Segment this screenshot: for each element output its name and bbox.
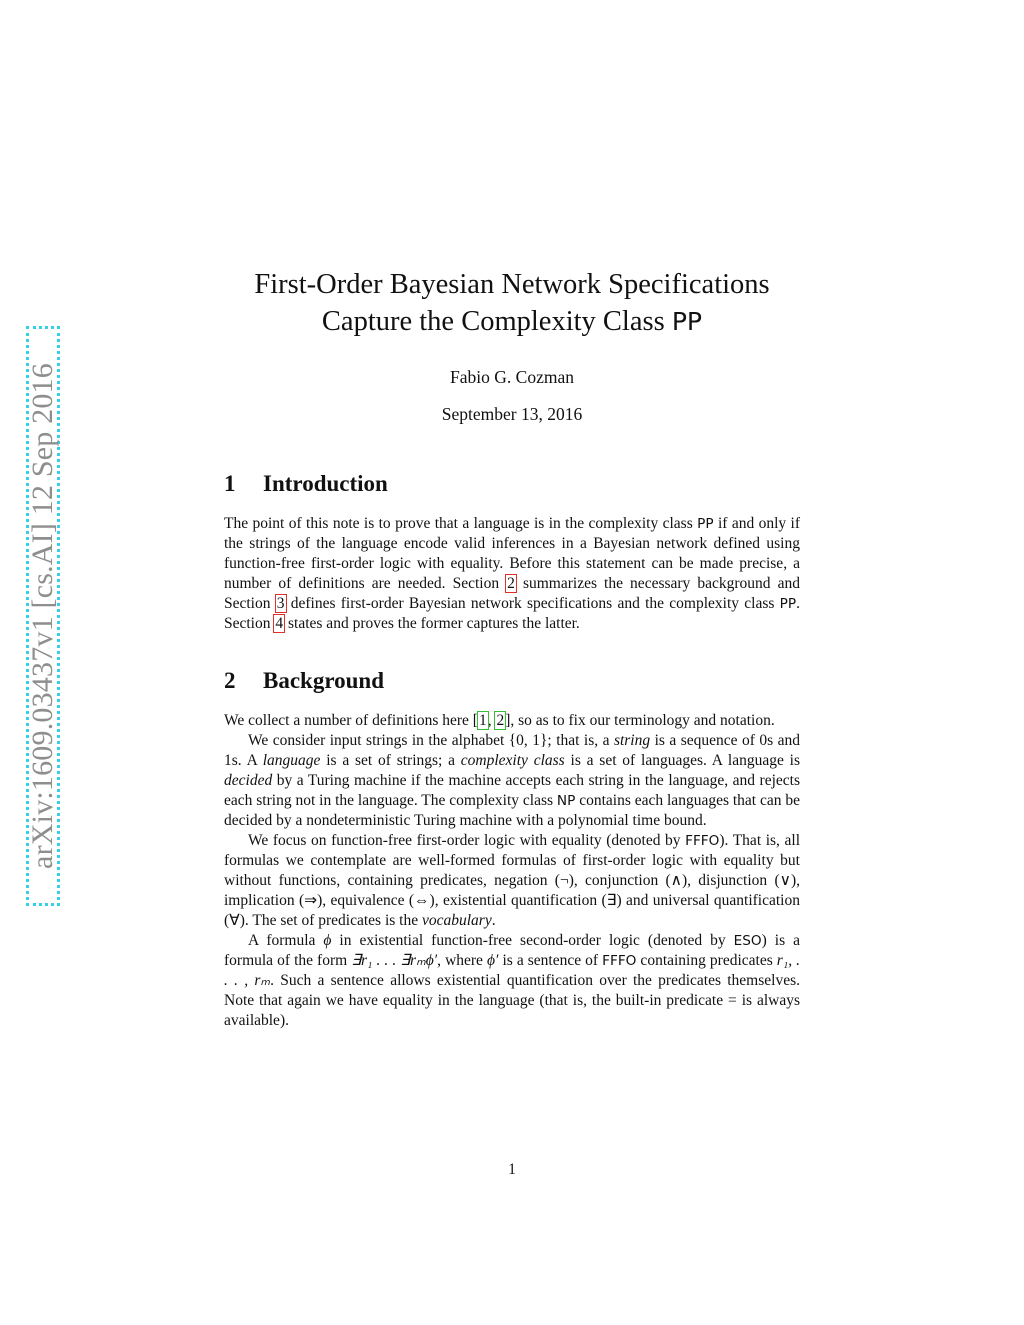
section-ref-3[interactable]: 3 xyxy=(276,595,285,612)
section-ref-2[interactable]: 2 xyxy=(507,575,515,592)
paper-page xyxy=(224,266,800,1031)
citation-1[interactable]: 1 xyxy=(478,712,487,729)
author: Fabio G. Cozman xyxy=(450,367,574,387)
background-paragraph-1: We collect a number of definitions here [1, 2], so as to fix our terminology and notation. xyxy=(224,712,775,729)
page-number: 1 xyxy=(508,1161,516,1178)
intro-paragraph: The point of this note is to prove that a language is in the complexity class PP if and only if the strings of the language encode valid inferences in a Bayesian network defined using function-free first-order logic with equality. Before this statement can be made precise, a number of definitions are needed. Section 2 summarizes the necessary background and Section 3 defines first-order Bayesian network specifications and the complexity class PP. Section 4 states and proves the former captures the latter. xyxy=(224,515,801,632)
arxiv-identifier: arXiv:1609.03437v1 [cs.AI] 12 Sep 2016 xyxy=(26,363,59,869)
background-paragraph-3: We focus on function-free first-order logic with equality (denoted by FFFO). That is, all formulas we contemplate are well-formed formulas of first-order logic with equality but without functions, containing predicates, negation (¬), conjunction (∧), disjunction (∨), implication (⇒), equivalence (⇔), existential quantification (∃) and universal quantification (∀). The set of predicates is the vocabulary. xyxy=(224,832,800,929)
background-paragraph-2: We consider input strings in the alphabet {0, 1}; that is, a string is a sequence of 0s and 1s. A language is a set of strings; a complexity class is a set of languages. A language is decided by a Turing machine if the machine accepts each string in the language, and rejects each string not in the language. The complexity class NP contains each languages that can be decided by a nondeterministic Turing machine with a polynomial time bound. xyxy=(224,732,800,829)
paper-title xyxy=(224,266,800,340)
citation-2[interactable]: 2 xyxy=(496,712,505,729)
date: September 13, 2016 xyxy=(441,404,583,424)
title-complexity-class: PP xyxy=(671,307,703,336)
title-line-1: First-Order Bayesian Network Specifications xyxy=(254,269,770,300)
section-heading-introduction: 1 Introduction xyxy=(224,471,388,496)
section-ref-4[interactable]: 4 xyxy=(275,615,284,632)
section-heading-background: 2 Background xyxy=(224,668,385,693)
arxiv-side-stamp xyxy=(26,326,60,906)
title-line-2: Capture the Complexity Class xyxy=(321,306,672,337)
background-paragraph-4: A formula ϕ in existential function-free second-order logic (denoted by ESO) is a formula of the form ∃r₁ . . . ∃rₘϕ′, where ϕ′ is a sentence of FFFO containing predicates r₁, . . . , rₘ. Such a sentence allows existential quantification over the predicates themselves. Note that again we have equality in the language (that is, the built-in predicate = is always available). xyxy=(224,932,800,1029)
